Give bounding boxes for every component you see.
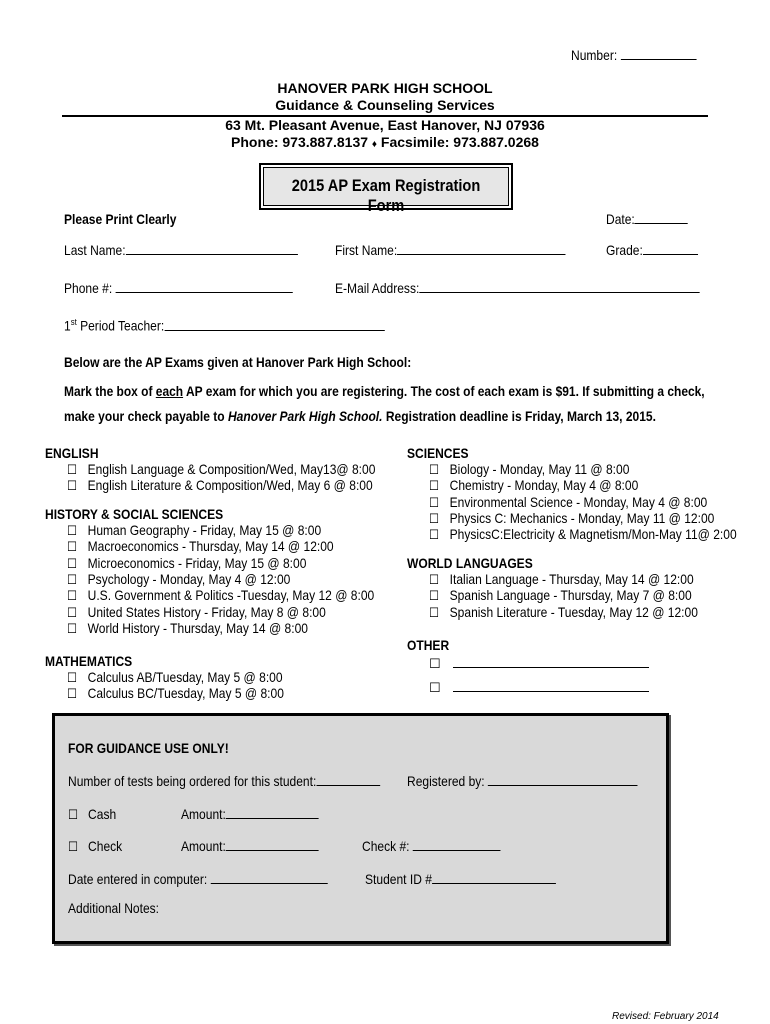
- exam-option-history-0[interactable]: [67, 522, 363, 539]
- exam-label: Human Geography - Friday, May 15 @ 8:00: [87, 522, 322, 538]
- exam-option-english-0[interactable]: [67, 461, 426, 478]
- date-input[interactable]: [635, 211, 688, 224]
- exam-checkbox[interactable]: ☐: [429, 462, 440, 477]
- email-field: E-Mail Address:: [335, 280, 759, 296]
- last-name-field: Last Name:: [64, 242, 336, 258]
- exam-checkbox[interactable]: ☐: [67, 478, 78, 494]
- exam-checkbox[interactable]: ☐: [67, 555, 78, 571]
- exam-checkbox[interactable]: ☐: [429, 527, 440, 543]
- exam-label: Spanish Language - Thursday, May 7 @ 8:00: [449, 587, 692, 604]
- exam-checkbox[interactable]: ☐: [67, 539, 78, 555]
- exam-option-math-0[interactable]: [67, 669, 318, 686]
- section-title-languages: WORLD LANGUAGES: [407, 555, 533, 571]
- exam-option-sciences-0[interactable]: [429, 461, 662, 478]
- num-tests-input[interactable]: [316, 773, 380, 786]
- guidance-title: FOR GUIDANCE USE ONLY!: [68, 740, 229, 756]
- diamond-separator-icon: ♦: [371, 139, 378, 150]
- exam-checkbox[interactable]: ☐: [429, 494, 440, 510]
- other-exam-input[interactable]: [453, 679, 649, 692]
- exam-option-sciences-3[interactable]: [429, 510, 761, 527]
- number-field: [571, 47, 717, 63]
- exam-label: World History - Thursday, May 14 @ 8:00: [87, 619, 308, 636]
- exam-label: Calculus AB/Tuesday, May 5 @ 8:00: [87, 669, 283, 685]
- exam-checkbox[interactable]: ☐: [67, 523, 78, 538]
- number-label: Number:: [571, 47, 618, 63]
- exam-label: English Literature & Composition/Wed, May 6 @ 8:00: [87, 477, 373, 494]
- other-checkbox[interactable]: ☐: [429, 680, 441, 695]
- first-name-input[interactable]: [397, 242, 566, 255]
- exam-option-math-1[interactable]: [67, 685, 319, 702]
- exam-label: Psychology - Monday, May 4 @ 12:00: [87, 570, 291, 587]
- guidance-use-box: [52, 713, 669, 944]
- section-title-other: OTHER: [407, 637, 450, 653]
- cash-amount-field: Amount:: [181, 806, 341, 822]
- date-entered-field: Date entered in computer:: [68, 871, 370, 887]
- phone-field: Phone #:: [64, 280, 330, 296]
- date-field: Date:: [606, 211, 701, 227]
- exam-label: Chemistry - Monday, May 4 @ 8:00: [449, 477, 639, 494]
- exam-checkbox[interactable]: ☐: [67, 462, 78, 477]
- additional-notes-label: Additional Notes:: [68, 900, 160, 916]
- exam-option-history-1[interactable]: [67, 538, 377, 555]
- exam-label: United States History - Friday, May 8 @ 8:00: [87, 603, 326, 620]
- revised-date: Revised: February 2014: [612, 1011, 719, 1022]
- exam-checkbox[interactable]: ☐: [67, 620, 78, 636]
- exam-checkbox[interactable]: ☐: [429, 572, 440, 587]
- check-amount-input[interactable]: [226, 838, 319, 851]
- exam-label: U.S. Government & Politics -Tuesday, May 12 @ 8:00: [87, 587, 375, 604]
- exam-option-sciences-2[interactable]: [429, 494, 753, 511]
- other-exam-option-0[interactable]: [429, 655, 649, 672]
- grade-input[interactable]: [643, 242, 698, 255]
- exam-option-history-2[interactable]: [67, 555, 345, 572]
- other-checkbox[interactable]: ☐: [429, 656, 441, 671]
- student-id-field: Student ID #: [365, 871, 587, 887]
- other-exam-option-1[interactable]: [429, 679, 649, 696]
- exam-option-languages-0[interactable]: [429, 571, 737, 588]
- other-exam-input[interactable]: [453, 655, 649, 668]
- check-option[interactable]: ☐ Check: [68, 838, 123, 854]
- exam-label: PhysicsC:Electricity & Magnetism/Mon-May 11@ 2:00: [449, 526, 737, 543]
- instruction-line-1: Mark the box of each AP exam for which you are registering. The cost of each exam is $91. If submitting a check,: [64, 383, 705, 399]
- check-checkbox[interactable]: ☐: [68, 839, 79, 854]
- student-id-input[interactable]: [432, 871, 556, 884]
- exam-label: Biology - Monday, May 11 @ 8:00: [449, 461, 630, 477]
- last-name-input[interactable]: [126, 242, 298, 255]
- exam-label: Microeconomics - Friday, May 15 @ 8:00: [87, 554, 307, 571]
- registered-by-field: Registered by:: [407, 773, 675, 789]
- exam-checkbox[interactable]: ☐: [67, 686, 78, 702]
- exam-checkbox[interactable]: ☐: [67, 571, 78, 587]
- exam-option-history-6[interactable]: [67, 620, 347, 637]
- exam-option-history-3[interactable]: [67, 571, 327, 588]
- exam-checkbox[interactable]: ☐: [429, 478, 440, 494]
- exam-option-languages-2[interactable]: [429, 604, 742, 621]
- cash-amount-input[interactable]: [226, 806, 319, 819]
- cash-checkbox[interactable]: ☐: [68, 807, 79, 822]
- phone-input[interactable]: [116, 280, 293, 293]
- check-number-input[interactable]: [413, 838, 501, 851]
- exam-option-sciences-1[interactable]: [429, 477, 672, 494]
- teacher-field: 1st Period Teacher:: [64, 317, 437, 334]
- section-title-history: HISTORY & SOCIAL SCIENCES: [45, 506, 224, 522]
- cash-option[interactable]: ☐ Cash: [68, 806, 117, 822]
- section-title-english: ENGLISH: [45, 445, 99, 461]
- exam-checkbox[interactable]: ☐: [429, 604, 440, 620]
- grade-field: Grade:: [606, 242, 713, 258]
- exam-checkbox[interactable]: ☐: [429, 510, 440, 526]
- num-tests-field: Number of tests being ordered for this student:: [68, 773, 431, 789]
- date-entered-input[interactable]: [211, 871, 328, 884]
- contact-line: [0, 134, 770, 150]
- check-number-field: Check #:: [362, 838, 523, 854]
- exam-option-history-4[interactable]: [67, 587, 424, 604]
- exam-checkbox[interactable]: ☐: [429, 588, 440, 604]
- school-name: HANOVER PARK HIGH SCHOOL: [277, 80, 493, 96]
- exam-checkbox[interactable]: ☐: [67, 670, 78, 685]
- exam-label: Macroeconomics - Thursday, May 14 @ 12:00: [87, 538, 334, 555]
- exam-label: Spanish Literature - Tuesday, May 12 @ 12:00: [449, 603, 698, 620]
- exam-label: English Language & Composition/Wed, May13@ 8:00: [87, 461, 376, 477]
- email-input[interactable]: [419, 280, 699, 293]
- exam-option-english-1[interactable]: [67, 477, 422, 494]
- exam-label: Calculus BC/Tuesday, May 5 @ 8:00: [87, 685, 284, 702]
- exam-option-history-5[interactable]: [67, 604, 368, 621]
- please-print-note: Please Print Clearly: [64, 211, 177, 227]
- instruction-line-2: make your check payable to Hanover Park High School. Registration deadline is Friday, March 13, 2015.: [64, 408, 656, 424]
- phone-number: Phone: 973.887.8137: [231, 134, 369, 150]
- exam-checkbox[interactable]: ☐: [67, 604, 78, 620]
- number-blank[interactable]: [621, 47, 697, 60]
- department-name: Guidance & Counseling Services: [275, 97, 495, 113]
- check-amount-field: Amount:: [181, 838, 341, 854]
- section-title-math: MATHEMATICS: [45, 653, 133, 669]
- exam-checkbox[interactable]: ☐: [67, 588, 78, 604]
- exam-list-heading: Below are the AP Exams given at Hanover Park High School:: [64, 354, 412, 370]
- exam-label: Physics C: Mechanics - Monday, May 11 @ 12:00: [449, 509, 715, 526]
- exam-label: Italian Language - Thursday, May 14 @ 12:00: [449, 571, 694, 587]
- exam-option-languages-1[interactable]: [429, 587, 734, 604]
- first-name-field: First Name:: [335, 242, 603, 258]
- form-title-box: [259, 163, 513, 215]
- section-title-sciences: SCIENCES: [407, 445, 469, 461]
- teacher-input[interactable]: [164, 318, 384, 331]
- school-address: 63 Mt. Pleasant Avenue, East Hanover, NJ 07936: [225, 117, 545, 133]
- exam-option-sciences-4[interactable]: [429, 526, 770, 543]
- fax-number: Facsimile: 973.887.0268: [380, 134, 539, 150]
- exam-label: Environmental Science - Monday, May 4 @ 8:00: [449, 493, 708, 510]
- registered-by-input[interactable]: [488, 773, 638, 786]
- form-title: 2015 AP Exam Registration Form: [291, 176, 481, 215]
